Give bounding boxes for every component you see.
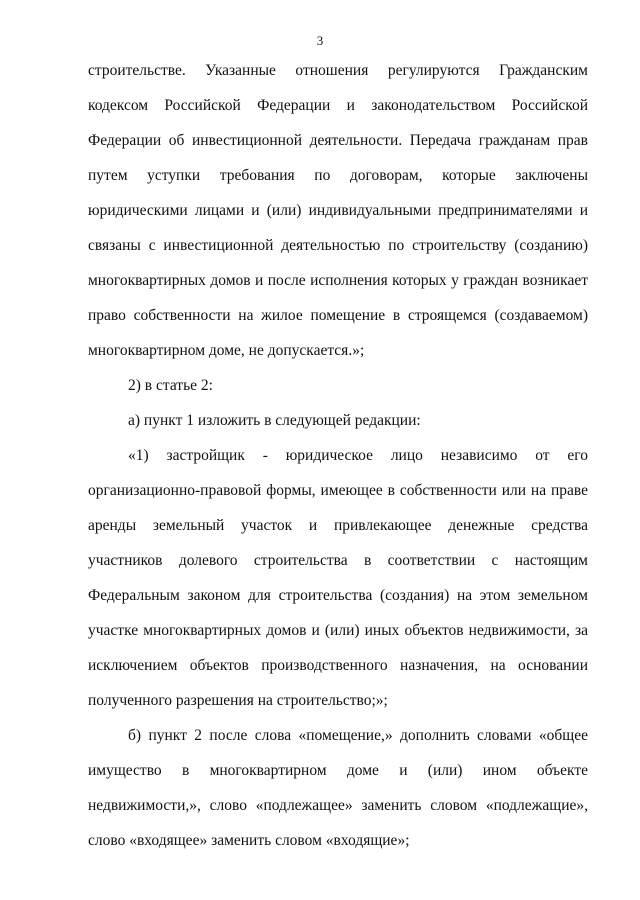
text-line-21: имущество в многоквартирном доме и (или) ином объекте [88, 762, 588, 779]
text-line-2: кодексом Российской Федерации и законодательством Российской [88, 97, 588, 114]
text-line-23: слово «входящее» заменить словом «входящие»; [88, 832, 410, 849]
text-line-22: недвижимости,», слово «подлежащее» заменить словом «подлежащие», [88, 797, 588, 814]
text-line-6: связаны с инвестиционной деятельностью по строительству (созданию) [88, 237, 588, 254]
text-line-10: 2) в статье 2: [128, 377, 213, 394]
text-line-18: исключением объектов производственного назначения, на основании [88, 657, 588, 674]
text-line-3: Федерации об инвестиционной деятельности. Передача гражданам прав [88, 132, 588, 149]
text-line-16: Федеральным законом для строительства (создания) на этом земельном [88, 587, 588, 604]
text-line-19: полученного разрешения на строительство;»; [88, 692, 388, 709]
text-line-8: право собственности на жилое помещение в строящемся (создаваемом) [88, 307, 588, 324]
document-body [88, 53, 588, 858]
text-line-5: юридическими лицами и (или) индивидуальными предпринимателями и [88, 202, 588, 219]
text-line-7: многоквартирных домов и после исполнения которых у граждан возникает [88, 272, 588, 289]
text-line-1: строительстве. Указанные отношения регулируются Гражданским [88, 62, 588, 79]
page-number: 3 [316, 33, 324, 48]
text-line-12: «1) застройщик - юридическое лицо независимо от его [128, 447, 588, 464]
text-line-13: организационно-правовой формы, имеющее в собственности или на праве [88, 482, 588, 499]
text-line-20: б) пункт 2 после слова «помещение,» дополнить словами «общее [128, 727, 588, 744]
text-line-14: аренды земельный участок и привлекающее денежные средства [88, 517, 588, 534]
text-line-9: многоквартирном доме, не допускается.»; [88, 342, 365, 359]
text-line-17: участке многоквартирных домов и (или) иных объектов недвижимости, за [88, 622, 588, 639]
text-line-4: путем уступки требования по договорам, которые заключены [88, 167, 588, 184]
text-line-11: а) пункт 1 изложить в следующей редакции: [128, 412, 421, 429]
text-line-15: участников долевого строительства в соответствии с настоящим [88, 552, 588, 569]
